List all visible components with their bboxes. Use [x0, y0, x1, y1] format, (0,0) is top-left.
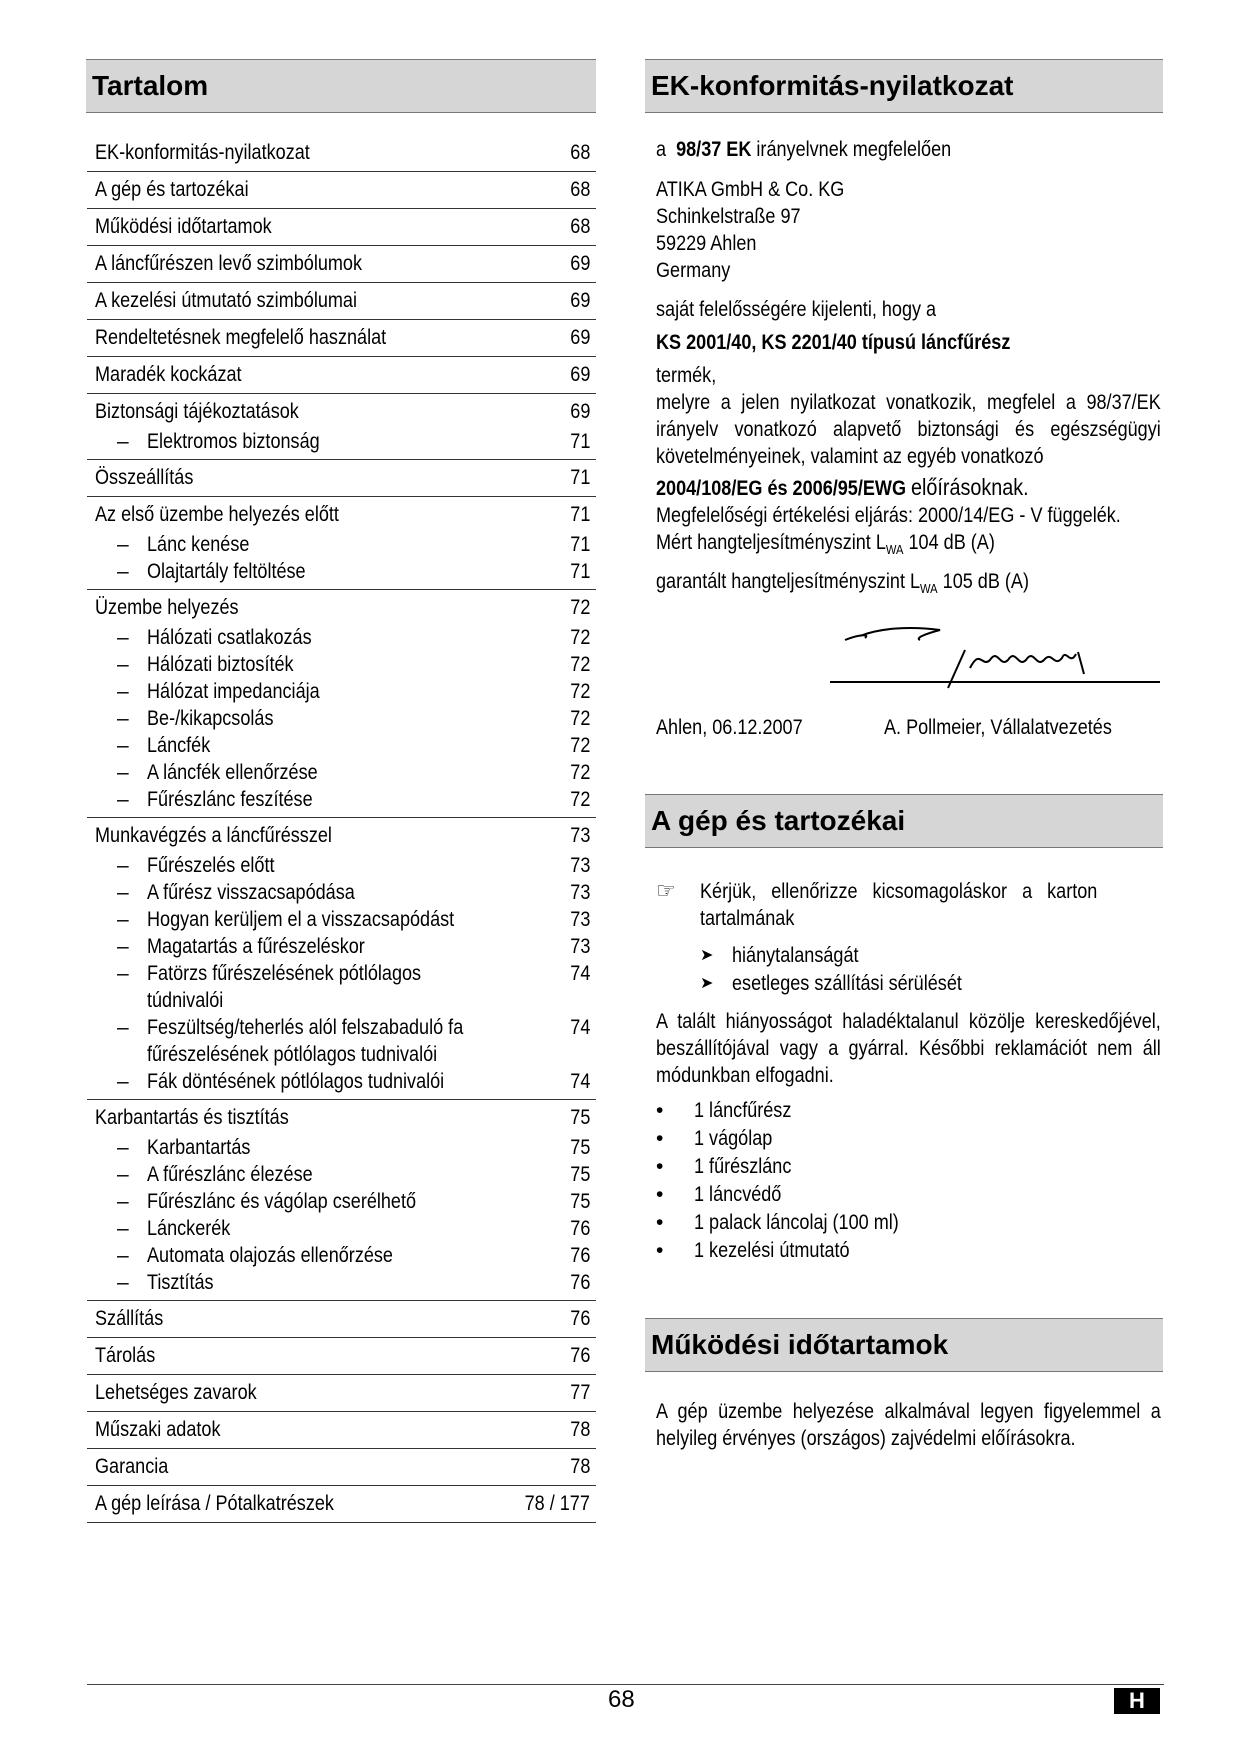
toc-row[interactable]: [87, 1412, 596, 1449]
toc-title: Az első üzembe helyezés előtt: [95, 503, 339, 526]
toc-title: Szállítás: [95, 1307, 164, 1330]
toc-subtitle: Fűrészelés előtt: [147, 854, 275, 877]
toc-title: Műszaki adatok: [95, 1418, 221, 1441]
toc-subrow[interactable]: [87, 906, 596, 933]
toc-entry: [87, 357, 596, 394]
toc-title: A láncfűrészen levő szimbólumok: [95, 252, 363, 275]
toc-subtitle: Elektromos biztonság: [147, 430, 320, 453]
toc-row[interactable]: [87, 1301, 596, 1338]
toc-entry: [87, 1375, 596, 1412]
toc-page: 71: [569, 503, 590, 526]
toc-subrow[interactable]: [87, 651, 596, 678]
dash-marker: –: [117, 881, 129, 904]
toc-subtitle: Hálózati csatlakozás: [147, 626, 312, 649]
toc-row[interactable]: [87, 460, 596, 497]
toc-row[interactable]: [87, 820, 596, 852]
machine-para: A talált hiányosságot haladéktalanul közölje kereskedőjével, beszállítójával vagy a gyárral. Későbbi reklamációt nem áll módunkban elfogadni.: [656, 1010, 1161, 1087]
toc-subtitle: A láncfék ellenőrzése: [147, 761, 318, 784]
dash-marker: –: [117, 707, 129, 730]
toc-entry: [87, 135, 596, 172]
toc-page: 77: [569, 1381, 590, 1404]
toc-entry: [87, 1449, 596, 1486]
operating-section: A gép üzembe helyezése alkalmával legyen figyelemmel a helyileg érvényes (országos) zajvédelmi előírásokra.: [656, 1400, 1161, 1450]
toc-page: 78: [569, 1455, 590, 1478]
toc-subtitle: Tisztítás: [147, 1271, 214, 1294]
list-item: • 1 láncfűrész: [656, 1099, 792, 1122]
machine-checks: [700, 942, 1162, 998]
ek-termek: termék,: [656, 364, 717, 387]
dash-marker: –: [117, 560, 129, 583]
ek-place-date: Ahlen, 06.12.2007: [656, 716, 803, 739]
toc-subtitle: Láncfék: [147, 734, 211, 757]
ek-guaranteed: garantált hangteljesítményszint $L_{WA}$ 105 dB (A): [656, 570, 1029, 597]
toc-header: Tartalom: [86, 59, 596, 113]
dash-marker: –: [117, 1190, 129, 1213]
toc-subpage: 72: [569, 653, 590, 676]
dash-marker: –: [117, 1163, 129, 1186]
toc-subpage: 71: [569, 430, 590, 453]
toc-page: 69: [569, 363, 590, 386]
address-line: ATIKA GmbH & Co. KG: [656, 178, 845, 201]
toc-subtitle: Fűrészlánc feszítése: [147, 788, 313, 811]
toc-row[interactable]: [87, 357, 596, 394]
ek-measured: Mért hangteljesítményszint $L_{WA}$ 104 dB (A): [656, 531, 995, 558]
language-badge: H: [1114, 1688, 1160, 1714]
toc-entry: [87, 172, 596, 209]
toc-title: Tárolás: [95, 1344, 156, 1367]
machine-header: A gép és tartozékai: [645, 794, 1163, 848]
toc-entry: [87, 396, 596, 460]
toc-subpage: 72: [569, 707, 590, 730]
toc-page: 69: [569, 289, 590, 312]
toc-subtitle: Feszültség/teherlés alól felszabaduló fa fűrészelésének pótlólagos tudnivalói: [147, 1016, 464, 1066]
toc-subrow[interactable]: [87, 960, 596, 1014]
toc-page: 68: [569, 141, 590, 164]
dash-marker: –: [117, 908, 129, 931]
ek-signatory: A. Pollmeier, Vállalatvezetés: [884, 716, 1112, 739]
toc-entry: [87, 592, 596, 818]
toc-subtitle: Fatörzs fűrészelésének pótlólagos túdnivalói: [147, 962, 422, 1012]
toc-subrow[interactable]: [87, 678, 596, 705]
ek-directives: 2004/108/EG és 2006/95/EWG előírásoknak.: [656, 474, 1029, 500]
toc-subtitle: Lánckerék: [147, 1217, 231, 1240]
dash-marker: –: [117, 680, 129, 703]
ek-product: KS 2001/40, KS 2201/40 típusú láncfűrész: [656, 331, 1011, 354]
toc-subpage: 72: [569, 626, 590, 649]
signature-image: [830, 618, 1160, 698]
toc-subrow[interactable]: [87, 1269, 596, 1296]
toc-row[interactable]: [87, 1102, 596, 1134]
machine-section: [656, 878, 1162, 1265]
address-line: Schinkelstraße 97: [656, 205, 801, 228]
list-item: • 1 láncvédő: [656, 1183, 782, 1206]
toc-subrow[interactable]: [87, 1242, 596, 1269]
toc-row[interactable]: [87, 1338, 596, 1375]
list-item: ➤ hiánytalanságát: [700, 944, 859, 967]
toc-row[interactable]: [87, 320, 596, 357]
toc-page: 75: [569, 1106, 590, 1129]
toc-title: Üzembe helyezés: [95, 596, 239, 619]
list-item: • 1 kezelési útmutató: [656, 1239, 850, 1262]
dash-marker: –: [117, 962, 129, 985]
toc-title: Munkavégzés a láncfűrésszel: [95, 824, 332, 847]
toc-subrow[interactable]: [87, 852, 596, 879]
toc-subrow[interactable]: [87, 933, 596, 960]
toc-title: A gép leírása / Pótalkatrészek: [95, 1492, 334, 1515]
toc-subpage: 76: [569, 1244, 590, 1267]
toc-title: Rendeltetésnek megfelelő használat: [95, 326, 387, 349]
toc-subtitle: A fűrész visszacsapódása: [147, 881, 355, 904]
toc-row[interactable]: [87, 209, 596, 246]
toc-entry: [87, 246, 596, 283]
toc-subrow[interactable]: [87, 1014, 596, 1068]
toc-subpage: 76: [569, 1217, 590, 1240]
toc-entry: [87, 283, 596, 320]
toc-title: Garancia: [95, 1455, 169, 1478]
toc-subpage: 71: [569, 560, 590, 583]
toc-subpage: 72: [569, 680, 590, 703]
machine-items: [656, 1097, 1162, 1265]
operating-header: Működési időtartamok: [645, 1318, 1163, 1372]
toc-page: 76: [569, 1344, 590, 1367]
toc-subpage: 75: [569, 1190, 590, 1213]
toc-subtitle: Olajtartály feltöltése: [147, 560, 306, 583]
toc-page: 68: [569, 215, 590, 238]
machine-note: ☞ Kérjük, ellenőrizze kicsomagoláskor a karton tartalmának: [656, 879, 1098, 930]
toc-page: 78 / 177: [524, 1492, 590, 1515]
dash-marker: –: [117, 430, 129, 453]
ek-body: melyre a jelen nyilatkozat vonatkozik, megfelel a 98/37/EK irányelv vonatkozó alapvető biztonsági és egészségügyi követelményeinek, valamint az egyéb vonatkozó: [656, 391, 1161, 468]
toc-page: 69: [569, 400, 590, 423]
toc-subtitle: Hálózati biztosíték: [147, 653, 294, 676]
toc-subpage: 73: [569, 881, 590, 904]
toc-entry: [87, 1486, 596, 1523]
dash-marker: –: [117, 626, 129, 649]
list-item: • 1 vágólap: [656, 1127, 773, 1150]
dash-marker: –: [117, 1244, 129, 1267]
toc-page: 71: [569, 466, 590, 489]
toc-row[interactable]: [87, 172, 596, 209]
toc-subrow[interactable]: [87, 879, 596, 906]
address-line: 59229 Ahlen: [656, 232, 757, 255]
dash-marker: –: [117, 533, 129, 556]
ek-declares: saját felelősségére kijelenti, hogy a: [656, 298, 937, 321]
toc-page: 69: [569, 252, 590, 275]
dash-marker: –: [117, 1136, 129, 1159]
ek-directive-line: a 98/37 EK irányelvnek megfelelően: [656, 138, 952, 161]
dash-marker: –: [117, 653, 129, 676]
toc-entry: [87, 1102, 596, 1301]
toc-title: Működési időtartamok: [95, 215, 272, 238]
toc-title: Biztonsági tájékoztatások: [95, 400, 299, 423]
toc-title: Összeállítás: [95, 466, 194, 489]
toc-entry: [87, 460, 596, 497]
toc-subrow[interactable]: [87, 759, 596, 786]
toc-subtitle: Be-/kikapcsolás: [147, 707, 274, 730]
toc-row[interactable]: [87, 592, 596, 624]
toc-entry: [87, 820, 596, 1100]
toc-row[interactable]: [87, 396, 596, 428]
toc-page: 73: [569, 824, 590, 847]
toc-subtitle: Lánc kenése: [147, 533, 250, 556]
toc-subtitle: Automata olajozás ellenőrzése: [147, 1244, 393, 1267]
dash-marker: –: [117, 1016, 129, 1039]
toc-subpage: 73: [569, 908, 590, 931]
toc-subpage: 73: [569, 935, 590, 958]
dash-marker: –: [117, 1070, 129, 1093]
toc-subtitle: Hogyan kerüljem el a visszacsapódást: [147, 908, 455, 931]
dash-marker: –: [117, 761, 129, 784]
toc-subpage: 71: [569, 533, 590, 556]
toc-subpage: 74: [569, 962, 590, 985]
toc-title: Karbantartás és tisztítás: [95, 1106, 289, 1129]
toc-page: 76: [569, 1307, 590, 1330]
toc-entry: [87, 1338, 596, 1375]
toc-row[interactable]: [87, 1375, 596, 1412]
toc-row[interactable]: [87, 499, 596, 531]
toc-entry: [87, 209, 596, 246]
toc-subpage: 72: [569, 788, 590, 811]
toc-subtitle: A fűrészlánc élezése: [147, 1163, 313, 1186]
toc-subtitle: Fák döntésének pótlólagos tudnivalói: [147, 1070, 445, 1093]
toc-subrow[interactable]: [87, 531, 596, 558]
toc-subrow[interactable]: [87, 1068, 596, 1095]
ek-section: [656, 136, 1162, 602]
list-item: ➤ esetleges szállítási sérülését: [700, 972, 962, 995]
toc-title: Maradék kockázat: [95, 363, 242, 386]
toc-subrow[interactable]: [87, 786, 596, 813]
page-number: 68: [608, 1686, 635, 1713]
toc-subtitle: Hálózat impedanciája: [147, 680, 320, 703]
toc-subrow[interactable]: [87, 732, 596, 759]
toc-entry: [87, 499, 596, 590]
toc-subtitle: Magatartás a fűrészeléskor: [147, 935, 365, 958]
toc-title: A kezelési útmutató szimbólumai: [95, 289, 357, 312]
toc-entry: [87, 1301, 596, 1338]
toc-subrow[interactable]: [87, 1215, 596, 1242]
ek-procedure: Megfelelőségi értékelési eljárás: 2000/14/EG - V függelék.: [656, 504, 1121, 527]
toc-subpage: 75: [569, 1163, 590, 1186]
toc-subpage: 72: [569, 734, 590, 757]
dash-marker: –: [117, 788, 129, 811]
toc-title: EK-konformitás-nyilatkozat: [95, 141, 310, 164]
toc-subtitle: Fűrészlánc és vágólap cserélhető: [147, 1190, 417, 1213]
toc-page: 69: [569, 326, 590, 349]
toc-subrow[interactable]: [87, 624, 596, 651]
toc-subpage: 73: [569, 854, 590, 877]
toc-subpage: 74: [569, 1016, 590, 1039]
toc-row[interactable]: [87, 135, 596, 172]
toc-row[interactable]: [87, 246, 596, 283]
toc-page: 68: [569, 178, 590, 201]
ek-header: EK-konformitás-nyilatkozat: [645, 59, 1163, 113]
dash-marker: –: [117, 1271, 129, 1294]
toc-subrow[interactable]: [87, 1134, 596, 1161]
toc-subpage: 72: [569, 761, 590, 784]
toc-page: 72: [569, 596, 590, 619]
address-line: Germany: [656, 259, 731, 282]
toc-title: Lehetséges zavarok: [95, 1381, 257, 1404]
toc-row[interactable]: [87, 1486, 596, 1523]
toc-subpage: 76: [569, 1271, 590, 1294]
pointing-hand-icon: ☞: [656, 879, 676, 904]
list-item: • 1 palack láncolaj (100 ml): [656, 1211, 899, 1234]
dash-marker: –: [117, 854, 129, 877]
toc-subrow[interactable]: [87, 1188, 596, 1215]
ek-address: [656, 176, 1162, 284]
footer-rule: [87, 1684, 1164, 1685]
toc-subpage: 74: [569, 1070, 590, 1093]
table-of-contents: [87, 135, 596, 1523]
toc-subrow[interactable]: [87, 705, 596, 732]
list-item: • 1 fűrészlánc: [656, 1155, 792, 1178]
dash-marker: –: [117, 1217, 129, 1240]
toc-entry: [87, 320, 596, 357]
dash-marker: –: [117, 734, 129, 757]
toc-entry: [87, 1412, 596, 1449]
toc-subtitle: Karbantartás: [147, 1136, 251, 1159]
toc-title: A gép és tartozékai: [95, 178, 249, 201]
toc-page: 78: [569, 1418, 590, 1441]
toc-subrow[interactable]: [87, 428, 596, 455]
toc-row[interactable]: [87, 283, 596, 320]
toc-subpage: 75: [569, 1136, 590, 1159]
toc-subrow[interactable]: [87, 1161, 596, 1188]
dash-marker: –: [117, 935, 129, 958]
toc-row[interactable]: [87, 1449, 596, 1486]
toc-subrow[interactable]: [87, 558, 596, 585]
